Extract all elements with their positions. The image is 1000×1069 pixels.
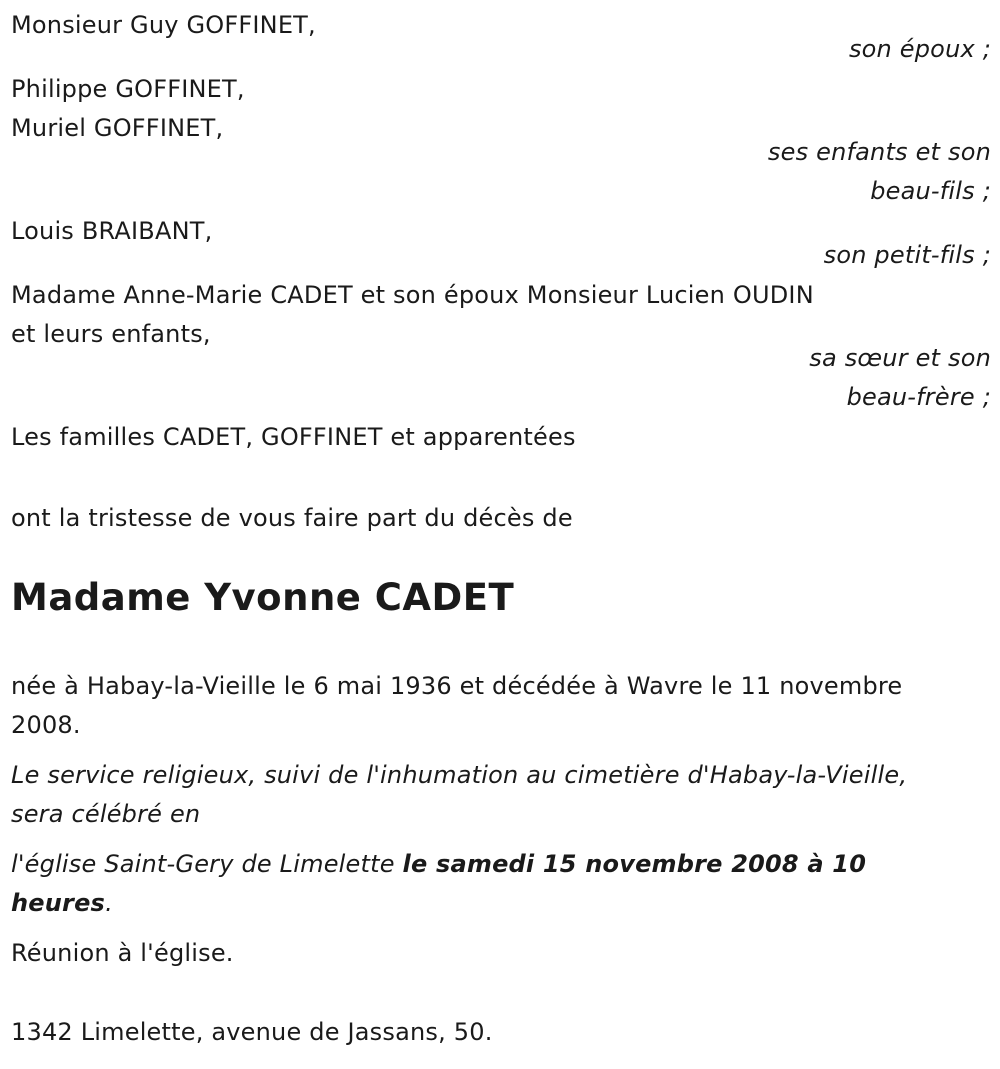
address-text: 1342 Limelette, avenue de Jassans, 50.	[11, 1018, 493, 1046]
birth-death-text: 2008.	[11, 711, 81, 739]
family-name-line: Louis BRAIBANT,	[11, 217, 213, 245]
family-name-line: Philippe GOFFINET,	[11, 75, 245, 103]
service-time-line	[11, 888, 113, 918]
family-name-line: Les familles CADET, GOFFINET et apparentées	[11, 423, 576, 451]
meeting-text: Réunion à l'église.	[11, 939, 234, 967]
relation-label: beau-frère ;	[846, 383, 991, 411]
service-text: Le service religieux, suivi de l'inhumation au cimetière d'Habay-la-Vieille,	[11, 761, 908, 789]
relation-label: son époux ;	[848, 35, 991, 63]
family-name-line: Muriel GOFFINET,	[11, 114, 224, 142]
family-name-line: Madame Anne-Marie CADET et son époux Monsieur Lucien OUDIN	[11, 281, 814, 309]
announcement-text: ont la tristesse de vous faire part du décès de	[11, 504, 573, 532]
church-name: l'église Saint-Gery de Limelette	[11, 850, 403, 878]
service-date: le samedi 15 novembre 2008 à 10	[402, 850, 867, 878]
service-church-line	[11, 849, 866, 879]
deceased-name: Madame Yvonne CADET	[11, 576, 515, 619]
relation-label: ses enfants et son	[767, 138, 991, 166]
relation-label: sa sœur et son	[809, 344, 991, 372]
family-name-line: Monsieur Guy GOFFINET,	[11, 11, 316, 39]
service-time-end: .	[105, 889, 113, 917]
birth-death-text: née à Habay-la-Vieille le 6 mai 1936 et décédée à Wavre le 11 novembre	[11, 672, 903, 700]
service-text: sera célébré en	[11, 800, 201, 828]
service-time: heures	[11, 889, 106, 917]
relation-label: beau-fils ;	[870, 177, 991, 205]
family-name-line: et leurs enfants,	[11, 320, 211, 348]
relation-label: son petit-fils ;	[823, 241, 991, 269]
